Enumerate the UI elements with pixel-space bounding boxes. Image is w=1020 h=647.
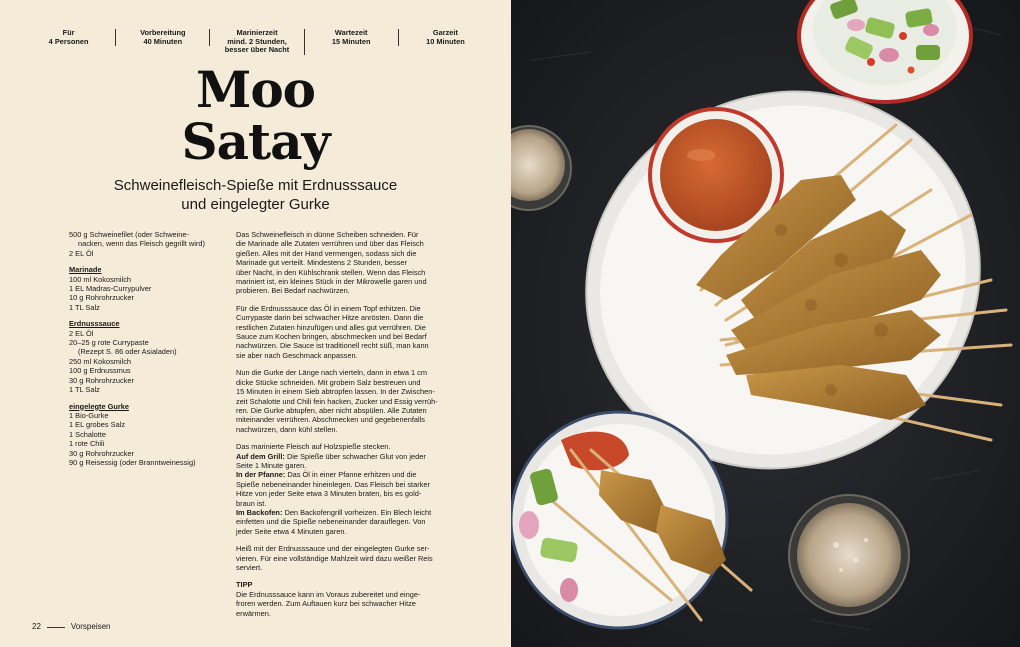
ingredient-item: 1 EL grobes Salz	[69, 420, 126, 430]
ingredient-item: 100 g Erdnussmus	[69, 366, 131, 376]
ingredient-item: 1 TL Salz	[69, 385, 100, 395]
page-number: 22	[32, 622, 41, 631]
ingredient-item: 2 EL Öl	[69, 328, 94, 338]
ingredient-item: 500 g Schweinefilet (oder Schweine-	[69, 230, 189, 239]
ingredients-list	[69, 230, 229, 467]
ingredient-item: 30 g Rohrohrzucker	[69, 375, 134, 385]
ingredient-item: 90 g Reisessig (oder Branntweinessig)	[69, 457, 196, 467]
tip-label: TIPP	[236, 580, 253, 590]
ingredient-item: 30 g Rohrohrzucker	[69, 448, 134, 458]
meta-wait-time: Wartezeit 15 Minuten	[305, 29, 399, 46]
ingredient-group-heading: eingelegte Gurke	[69, 401, 129, 411]
recipe-title-line-1: Moo	[195, 60, 316, 119]
ingredient-item: 250 ml Kokosmilch	[69, 356, 132, 366]
ingredient-item: 1 TL Salz	[69, 302, 100, 312]
oven-label: Im Backofen:	[236, 507, 283, 517]
section-name: Vorspeisen	[70, 622, 111, 631]
recipe-subtitle: Schweinefleisch-Spieße mit Erdnusssauce und eingelegter Gurke	[113, 177, 398, 213]
ingredient-item: (Rezept S. 86 oder Asialaden)	[78, 347, 177, 357]
recipe-title-line-2: Satay	[181, 112, 330, 171]
method-paragraph-marinade: Das Schweinefleisch in dünne Scheiben schneiden. Für die Marinade alle Zutaten verrühren und über das Fleisch gießen. Alles mit der Hand vermengen, sodass sich die Marinade gut verteilt. Mindestens 2 Stunden, besser über Nacht, in den Kühlschrank stellen. Wenn das Fleisch mariniert ist, ein kleines Stück in der Mikrowelle garen und probieren. Bei Bedarf nachwürzen.	[236, 230, 427, 296]
method-text	[236, 230, 456, 626]
method-tip: TIPP Die Erdnusssauce kann im Voraus zubereitet und einge- froren werden. Zum Auftauen kurz bei schwacher Hitze erwärmen.	[236, 580, 456, 618]
food-photo	[511, 0, 1020, 647]
method-paragraph-cooking: Das marinierte Fleisch auf Holzspieße stecken. Auf dem Grill: Die Spieße über schwacher Glut von jeder Seite 1 Minute garen. In der Pfanne: Das Öl in einer Pfanne erhitzen und die Spieße nebeneinander hineinlegen. Das Fleisch bei starker Hitze von jeder Seite etwa 3 Minuten braten, bis es gold- braun ist. Im Backofen: Den Backofengrill vorheizen. Ein Blech leicht einfetten und die Spieße nebeneinander darauflegen. Von jeder Seite etwa 4 Minuten garen.	[236, 442, 432, 536]
meta-marinate-time: Marinierzeit mind. 2 Stunden, besser über Nacht	[210, 29, 304, 55]
grill-label: Auf dem Grill:	[236, 451, 285, 461]
ingredient-item: 1 Bio-Gurke	[69, 410, 109, 420]
beer-glass-right	[789, 495, 909, 615]
recipe-meta-row	[22, 29, 492, 57]
ingredient-item: nacken, wenn das Fleisch gegrillt wird)	[78, 239, 205, 249]
food-photo-illustration	[511, 0, 1020, 647]
ingredient-item: 1 rote Chili	[69, 439, 105, 449]
ingredient-item: 10 g Rohrohrzucker	[69, 293, 134, 303]
ingredient-item: 1 EL Madras-Currypulver	[69, 284, 152, 294]
meta-cook-time: Garzeit 10 Minuten	[426, 28, 465, 46]
meta-prep-time: Vorbereitung 40 Minuten	[116, 29, 210, 46]
ingredient-group-heading: Erdnusssauce	[69, 319, 120, 329]
method-paragraph-serving: Heiß mit der Erdnusssauce und der eingelegten Gurke ser- vieren. Für eine vollständige Mahlzeit wird dazu weißer Reis serviert.	[236, 544, 433, 572]
ingredient-item: 20–25 g rote Currypaste	[69, 338, 149, 348]
footer-divider	[47, 627, 65, 628]
meta-servings: Für 4 Personen	[22, 29, 116, 46]
ingredient-item: 100 ml Kokosmilch	[69, 274, 132, 284]
method-paragraph-sauce: Für die Erdnusssauce das Öl in einem Topf erhitzen. Die Currypaste darin bei schwacher Hitze anrösten. Dann die restlichen Zutaten hinzufügen und alles gut verrühren. Die Sauce zum Kochen bringen, abschmecken und bei Bedarf nachwürzen. Die Sauce ist traditionell recht süß, man kann sie aber nach Geschmack anpassen.	[236, 303, 429, 360]
method-paragraph-cucumber: Nun die Gurke der Länge nach vierteln, dann in etwa 1 cm dicke Stücke schneiden. Mit grobem Salz bestreuen und 15 Minuten in einem Sieb abtropfen lassen. In der Zwischen- zeit Schalotte und Chili fein hacken, Zucker und Essig verrüh- ren. Die Gurke abtupfen, aber nicht abspülen. Alle Zutaten miteinander verrühren. Abschmecken und gegebenenfalls nachwürzen, dann kühl stellen.	[236, 368, 438, 434]
ingredient-item: 1 Schalotte	[69, 429, 106, 439]
pan-label: In der Pfanne:	[236, 470, 286, 480]
page-footer	[32, 622, 111, 632]
ingredient-item: 2 EL Öl	[69, 248, 94, 258]
ingredient-group-heading: Marinade	[69, 265, 102, 275]
